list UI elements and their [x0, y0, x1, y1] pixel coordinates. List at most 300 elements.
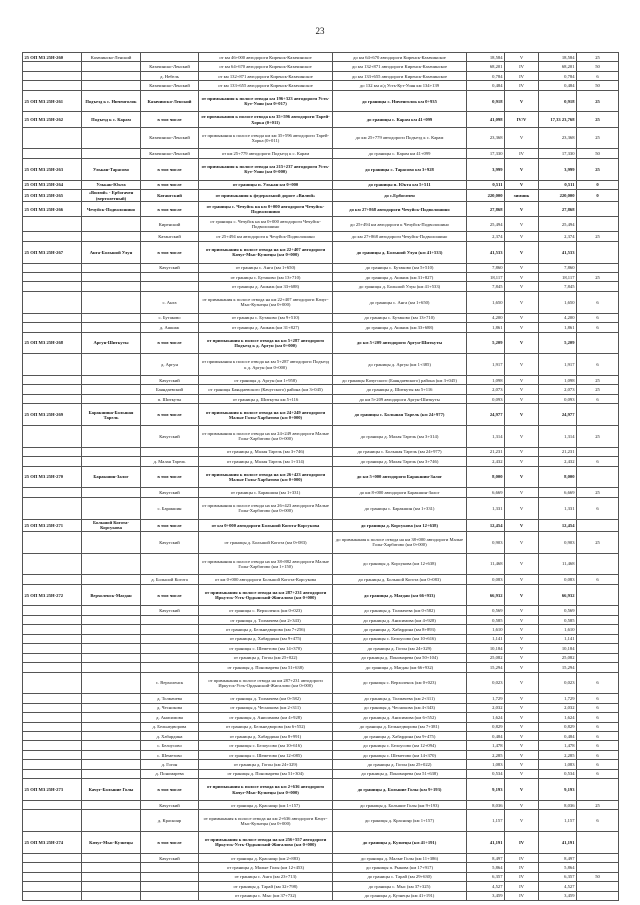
width-value-cell: 25 [577, 376, 619, 385]
road-category-cell: V [505, 625, 539, 634]
road-name-cell [82, 217, 141, 232]
start-point-cell: от границы д. Тарай (км 32+798) [199, 882, 333, 891]
end-point-cell: до примыкания к полосе отвода на км 38+000 автодороги Малые Голы-Харбатово (км 0+000) [333, 531, 467, 553]
road-section-cell: Казачинско-Ленский [141, 149, 199, 158]
width-value-cell: 25 [577, 90, 619, 112]
length-km-cell: 220,000 [467, 189, 505, 201]
road-section-cell [141, 653, 199, 662]
road-section-cell [141, 891, 199, 900]
start-point-cell: от примыкания к полосе отвода на км 24+249 автодороги Малые Голы-Харбатово (км 0+000) [199, 404, 333, 426]
table-row [23, 62, 619, 71]
road-name-cell [82, 615, 141, 624]
total-length-cell: 4,527 [539, 882, 577, 891]
road-name-cell [82, 606, 141, 615]
length-km-cell: 3,459 [467, 891, 505, 900]
length-km-cell: 2,432 [467, 457, 505, 466]
table-row [23, 202, 619, 217]
table-row [23, 663, 619, 672]
road-section-cell: п. Шиткуты [141, 394, 199, 403]
roads-table [22, 52, 619, 901]
road-section-cell: в том числе [141, 241, 199, 263]
end-point-cell: до границы д. Корсукова (км 12+638) [333, 519, 467, 531]
road-section-cell [141, 882, 199, 891]
table-row [23, 575, 619, 584]
length-km-cell: 1,729 [467, 694, 505, 703]
length-km-cell: 1,098 [467, 376, 505, 385]
road-code-cell [23, 71, 82, 80]
road-name-cell [82, 457, 141, 466]
length-km-cell: 0,569 [467, 606, 505, 615]
width-value-cell [577, 891, 619, 900]
road-category-cell: V [505, 713, 539, 722]
road-name-cell [82, 394, 141, 403]
road-section-cell: в том числе [141, 202, 199, 217]
table-row [23, 241, 619, 263]
road-name-cell [82, 672, 141, 694]
road-category-cell: V [505, 127, 539, 149]
road-code-cell [23, 713, 82, 722]
start-point-cell: от примыкания к полосе отвода на км 287+231 автодороги Иркутск-Усть-Ордынский-Жигалово (км 0+000) [199, 672, 333, 694]
start-point-cell: от примыкания к полосе отвода на км 38+882 автодороги Малые Голы-Харбатово (км 1+150) [199, 553, 333, 575]
length-km-cell: 1,083 [467, 760, 505, 769]
start-point-cell: от примыкания к полосе отвода на км 26+423 автодороги Малые Голы-Харбатово (км 0+000) [199, 497, 333, 519]
road-code-cell [23, 217, 82, 232]
end-point-cell: до границы с. Тарай (км 29+630) [333, 872, 467, 881]
table-row [23, 694, 619, 703]
road-section-cell: Казачинско-Ленский [141, 90, 199, 112]
road-name-cell [82, 863, 141, 872]
road-category-cell: V [505, 426, 539, 448]
total-length-cell: 0,903 [539, 531, 577, 553]
road-name-cell [82, 872, 141, 881]
road-name-cell: Аргун-Шиткуты [82, 332, 141, 354]
length-km-cell: 7,860 [467, 263, 505, 272]
width-value-cell [577, 332, 619, 354]
road-category-cell: V [505, 800, 539, 809]
road-name-cell [82, 62, 141, 71]
road-name-cell [82, 891, 141, 900]
road-category-cell: V [505, 606, 539, 615]
road-code-cell [23, 663, 82, 672]
road-code-cell [23, 882, 82, 891]
road-code-cell [23, 447, 82, 456]
table-row [23, 769, 619, 778]
width-value-cell [577, 663, 619, 672]
total-length-cell: 8,036 [539, 800, 577, 809]
length-km-cell: 25,494 [467, 217, 505, 232]
table-row [23, 750, 619, 759]
start-point-cell: от примыкания к полосе отвода км 215+237 автодороги Усть-Кут-Уоян (км 0+000) [199, 158, 333, 180]
road-code-cell [23, 644, 82, 653]
road-code-cell [23, 741, 82, 750]
table-row [23, 779, 619, 801]
road-name-cell: Подъезд к с. Ниченголок [82, 90, 141, 112]
road-code-cell [23, 625, 82, 634]
road-code-cell [23, 394, 82, 403]
road-name-cell [82, 531, 141, 553]
length-km-cell: 1,478 [467, 741, 505, 750]
table-row [23, 273, 619, 282]
end-point-cell: до км 133+655 автодороги Киренск-Казачинское [333, 71, 467, 80]
road-section-cell: д. Небель [141, 71, 199, 80]
road-code-cell [23, 732, 82, 741]
total-length-cell: 15,294 [539, 663, 577, 672]
road-category-cell: V [505, 394, 539, 403]
total-length-cell: 3,459 [539, 891, 577, 900]
table-row [23, 313, 619, 322]
road-code-cell [23, 672, 82, 694]
end-point-cell: до км 27+868 автодороги Чечуйск-Подволошино [333, 232, 467, 241]
length-km-cell: 7,845 [467, 282, 505, 291]
end-point-cell: до границы д. Хабардина (км 8+893) [333, 625, 467, 634]
total-length-cell: 24,977 [539, 404, 577, 426]
road-section-cell: Качугский [141, 531, 199, 553]
road-section-cell: с. Баракшин [141, 497, 199, 519]
length-km-cell: 24,977 [467, 404, 505, 426]
width-value-cell: 6 [577, 497, 619, 519]
road-section-cell: д. Толмачева [141, 694, 199, 703]
end-point-cell: до границы с. Шеметово (км 14+370) [333, 750, 467, 759]
total-length-cell: 66,932 [539, 584, 577, 606]
road-name-cell [82, 376, 141, 385]
road-code-cell [23, 149, 82, 158]
start-point-cell: от границы с. Анга (км 1+650) [199, 263, 333, 272]
total-length-cell: 2,285 [539, 750, 577, 759]
length-km-cell: 1,157 [467, 810, 505, 832]
start-point-cell: от границы д. Анисимова (км 4+928) [199, 713, 333, 722]
start-point-cell: от примыкания к федеральной дороге «Вилюй» [199, 189, 333, 201]
length-km-cell: 41,191 [467, 832, 505, 854]
end-point-cell: до км 25+779 автодороги Подъезд к с. Карам [333, 127, 467, 149]
length-km-cell: 6,357 [467, 872, 505, 881]
start-point-cell: от примыкания к полосе отвода на км 5+287 автодороги Подъезд к д. Аргун (км 0+000) [199, 332, 333, 354]
road-category-cell: V [505, 488, 539, 497]
start-point-cell: от границы с. Мыс (км 37+732) [199, 891, 333, 900]
total-length-cell: 68,201 [539, 62, 577, 71]
width-value-cell: 25 [577, 488, 619, 497]
end-point-cell: до границы д. Пономарева (км 51+638) [333, 769, 467, 778]
start-point-cell: от границы с. Белоусово (км 10+616) [199, 741, 333, 750]
road-category-cell: V [505, 313, 539, 322]
road-name-cell [82, 263, 141, 272]
width-value-cell [577, 202, 619, 217]
width-value-cell: 6 [577, 722, 619, 731]
start-point-cell: от примыкания к полосе отвода на км 2+636 автодороги Качуг-Мыс-Кузнецы (км 0+000) [199, 779, 333, 801]
road-category-cell: IV [505, 891, 539, 900]
road-section-cell [141, 863, 199, 872]
start-point-cell: от примыкания к полосе отвода на км 287+231 автодороги Иркутск-Усть-Ордынский-Жигалово (км 0+000) [199, 584, 333, 606]
total-length-cell: 5,864 [539, 863, 577, 872]
start-point-cell: от границы с. Чечуйск на км 0+000 автодороги Чечуйск-Подволошино [199, 202, 333, 217]
width-value-cell: 6 [577, 760, 619, 769]
end-point-cell: до границы д. Малая Тарель (км 3+746) [333, 457, 467, 466]
table-row [23, 722, 619, 731]
road-code-cell [23, 703, 82, 712]
total-length-cell: 1,861 [539, 323, 577, 332]
road-name-cell [82, 282, 141, 291]
width-value-cell [577, 882, 619, 891]
end-point-cell: до км 5+209 автодороги Аргун-Шиткуты [333, 332, 467, 354]
length-km-cell: 6,669 [467, 488, 505, 497]
road-section-cell: в том числе [141, 112, 199, 127]
road-section-cell: с. Бутаково [141, 313, 199, 322]
road-name-cell [82, 703, 141, 712]
width-value-cell: 25 [577, 232, 619, 241]
table-row [23, 872, 619, 881]
road-category-cell: V [505, 634, 539, 643]
width-value-cell: 6 [577, 732, 619, 741]
road-code-cell [23, 263, 82, 272]
road-name-cell: Верхоленск-Магдан [82, 584, 141, 606]
length-km-cell: 21,231 [467, 447, 505, 456]
table-row [23, 332, 619, 354]
width-value-cell [577, 282, 619, 291]
total-length-cell: 25,082 [539, 653, 577, 662]
total-length-cell: 220,000 [539, 189, 577, 201]
road-section-cell [141, 447, 199, 456]
end-point-cell: до границы д. Гогон (км 24+329) [333, 644, 467, 653]
start-point-cell: от границы д. Бельнедворова (км 6+552) [199, 722, 333, 731]
start-point-cell: от км 132+871 автодороги Киренск-Казачинское [199, 71, 333, 80]
road-category-cell: V [505, 810, 539, 832]
table-row [23, 457, 619, 466]
length-km-cell: 0,511 [467, 180, 505, 189]
total-length-cell: 2,432 [539, 457, 577, 466]
width-value-cell [577, 519, 619, 531]
road-name-cell: Качуг-Большие Голы [82, 779, 141, 801]
road-category-cell: V [505, 90, 539, 112]
end-point-cell: до границы д. Краснояр (км 1+157) [333, 810, 467, 832]
length-km-cell: 0,534 [467, 769, 505, 778]
road-name-cell [82, 713, 141, 722]
road-category-cell: V [505, 672, 539, 694]
start-point-cell: от границы с. Бутаково (км 9+510) [199, 313, 333, 322]
start-point-cell: от км 0+000 автодороги Большой Когота-Корсукова [199, 575, 333, 584]
road-category-cell: V [505, 466, 539, 488]
width-value-cell: 0 [577, 180, 619, 189]
road-section-cell: Качугский [141, 800, 199, 809]
length-km-cell: 2,032 [467, 703, 505, 712]
start-point-cell: от примыкания к полосе отвода км 35+596 автодороги Тарей-Хорка (0+011) [199, 112, 333, 127]
start-point-cell: от примыкания к полосе отвода на км 256+557 автодороги Иркутск-Усть-Ордынский-Жигалово (км 0+000) [199, 832, 333, 854]
length-km-cell: 8,497 [467, 853, 505, 862]
table-row [23, 615, 619, 624]
total-length-cell: 0,484 [539, 732, 577, 741]
total-length-cell: 0,534 [539, 769, 577, 778]
length-km-cell: 4,200 [467, 313, 505, 322]
road-name-cell [82, 800, 141, 809]
road-section-cell: Качугский [141, 263, 199, 272]
length-km-cell: 15,294 [467, 663, 505, 672]
start-point-cell: от примыкания к полосе отвода на км 5+287 автодороги Подъезд к д. Аргун (км 0+000) [199, 354, 333, 376]
road-section-cell: Катангский [141, 189, 199, 201]
total-length-cell: 9,193 [539, 779, 577, 801]
width-value-cell [577, 217, 619, 232]
table-row [23, 376, 619, 385]
road-name-cell [82, 71, 141, 80]
road-code-cell: 25 ОП МЗ 25Н-267 [23, 241, 82, 263]
road-category-cell: IV [505, 62, 539, 71]
road-code-cell [23, 615, 82, 624]
road-category-cell: IV [505, 832, 539, 854]
length-km-cell: 25,082 [467, 653, 505, 662]
length-km-cell: 1,331 [467, 497, 505, 519]
table-row [23, 644, 619, 653]
start-point-cell: от границы Баяндаевского (Качугского) района (км 3+045) [199, 385, 333, 394]
road-code-cell [23, 273, 82, 282]
width-value-cell: 6 [577, 703, 619, 712]
table-row [23, 634, 619, 643]
length-km-cell: 10,184 [467, 644, 505, 653]
length-km-cell: 27,868 [467, 202, 505, 217]
end-point-cell: до границы д. Анисимова (км 6+552) [333, 713, 467, 722]
end-point-cell: до границы д. Магдан (км 66+932) [333, 663, 467, 672]
end-point-cell: до границы д. Анисимова (км 4+928) [333, 615, 467, 624]
end-point-cell: до границы с. Ниченголок км 0+935 [333, 90, 467, 112]
length-km-cell: 66,932 [467, 584, 505, 606]
road-section-cell: в том числе [141, 466, 199, 488]
length-km-cell: 0,784 [467, 71, 505, 80]
road-section-cell: Качугский [141, 606, 199, 615]
road-section-cell [141, 625, 199, 634]
road-name-cell: Улькан-Тарасово [82, 158, 141, 180]
length-km-cell: 1,610 [467, 625, 505, 634]
table-row [23, 653, 619, 662]
road-section-cell: Казачинско-Ленский [141, 62, 199, 71]
road-name-cell [82, 232, 141, 241]
table-row [23, 323, 619, 332]
road-section-cell [141, 553, 199, 575]
width-value-cell: 25 [577, 531, 619, 553]
total-length-cell: 25,494 [539, 217, 577, 232]
road-name-cell: Баракшин-Залог [82, 466, 141, 488]
end-point-cell: до границы д. Большие Голы (км 9+193) [333, 800, 467, 809]
total-length-cell: 41,533 [539, 241, 577, 263]
table-row [23, 531, 619, 553]
road-name-cell [82, 732, 141, 741]
end-point-cell: до границы д. Малая Тарель (км 3+314) [333, 426, 467, 448]
table-row [23, 519, 619, 531]
road-code-cell [23, 810, 82, 832]
table-row [23, 217, 619, 232]
end-point-cell: до границы д. Кузнецы (км 41+191) [333, 832, 467, 854]
table-row [23, 158, 619, 180]
width-value-cell [577, 606, 619, 615]
width-value-cell: 6 [577, 457, 619, 466]
road-code-cell [23, 891, 82, 900]
end-point-cell: до границы с. Мыс (км 37+325) [333, 882, 467, 891]
table-row [23, 90, 619, 112]
road-name-cell [82, 882, 141, 891]
start-point-cell: от границы д. Шиткуты км 5+116 [199, 394, 333, 403]
road-category-cell: IV [505, 71, 539, 80]
road-code-cell: 25 ОП МЗ 25Н-272 [23, 584, 82, 606]
road-code-cell: 25 ОП МЗ 25Н-268 [23, 332, 82, 354]
road-category-cell: V [505, 447, 539, 456]
road-category-cell: V [505, 531, 539, 553]
road-name-cell: Большой Когота-Корсукова [82, 519, 141, 531]
width-value-cell: 6 [577, 394, 619, 403]
end-point-cell: до границы с. Карам км 41+099 [333, 149, 467, 158]
length-km-cell: 5,864 [467, 863, 505, 872]
road-section-cell: д. Ашкиж [141, 323, 199, 332]
road-section-cell: с. Верхоленск [141, 672, 199, 694]
road-code-cell: 25 ОП МЗ 25Н-262 [23, 112, 82, 127]
width-value-cell [577, 625, 619, 634]
end-point-cell: до границы д. Толмачева (км 0+582) [333, 606, 467, 615]
length-km-cell: 41,533 [467, 241, 505, 263]
length-km-cell: 18,117 [467, 273, 505, 282]
road-category-cell: V [505, 404, 539, 426]
road-name-cell [82, 149, 141, 158]
road-section-cell: д. Пономарева [141, 769, 199, 778]
road-section-cell [141, 634, 199, 643]
road-code-cell [23, 426, 82, 448]
road-section-cell: в том числе [141, 832, 199, 854]
table-row [23, 882, 619, 891]
road-section-cell: с. Анга [141, 291, 199, 313]
road-code-cell [23, 313, 82, 322]
end-point-cell: до границы п. Рыкова (км 17+917) [333, 863, 467, 872]
width-value-cell [577, 644, 619, 653]
table-row [23, 232, 619, 241]
start-point-cell: от границы д. Малая Тарель (км 3+746) [199, 447, 333, 456]
end-point-cell: до границы Качугского (Баяндаевского) района (км 3+045) [333, 376, 467, 385]
road-code-cell [23, 81, 82, 90]
total-length-cell: 0,585 [539, 615, 577, 624]
width-value-cell: 25 [577, 158, 619, 180]
road-section-cell: Киренский [141, 217, 199, 232]
road-name-cell [82, 127, 141, 149]
road-name-cell [82, 385, 141, 394]
road-name-cell [82, 81, 141, 90]
road-category-cell: V [505, 779, 539, 801]
length-km-cell: 1,650 [467, 291, 505, 313]
total-length-cell: 1,917 [539, 354, 577, 376]
road-code-cell: 25 ОП МЗ 25Н-269 [23, 404, 82, 426]
road-category-cell: V [505, 217, 539, 232]
length-km-cell: 17,330 [467, 149, 505, 158]
end-point-cell: до границы д. Малые Голы (км 11+386) [333, 853, 467, 862]
table-row [23, 404, 619, 426]
width-value-cell: 25 [577, 112, 619, 127]
road-code-cell [23, 553, 82, 575]
road-code-cell: 25 ОП МЗ 25Н-274 [23, 832, 82, 854]
road-category-cell: IV [505, 81, 539, 90]
road-section-cell: д. Чеснокова [141, 703, 199, 712]
road-name-cell [82, 644, 141, 653]
start-point-cell: от границы д. Аргун (км 1+958) [199, 376, 333, 385]
width-value-cell: 25 [577, 127, 619, 149]
width-value-cell: 6 [577, 672, 619, 694]
length-km-cell: 4,527 [467, 882, 505, 891]
length-km-cell: 8,036 [467, 800, 505, 809]
road-category-cell: V [505, 750, 539, 759]
road-name-cell [82, 575, 141, 584]
table-row [23, 189, 619, 201]
start-point-cell: от 25+494 км автодороги к Чечуйск-Подволошино [199, 232, 333, 241]
table-row [23, 703, 619, 712]
road-section-cell: Баяндаевский [141, 385, 199, 394]
length-km-cell: 1,314 [467, 426, 505, 448]
table-row [23, 447, 619, 456]
end-point-cell: до границы д. Шиткуты км 5+116 [333, 385, 467, 394]
road-code-cell [23, 62, 82, 71]
end-point-cell: до границы д. Кузнецы (км 41+191) [333, 891, 467, 900]
width-value-cell: 6 [577, 810, 619, 832]
start-point-cell: от км 0+000 автодороги Большой Когота-Корсукова [199, 519, 333, 531]
width-value-cell: 6 [577, 313, 619, 322]
